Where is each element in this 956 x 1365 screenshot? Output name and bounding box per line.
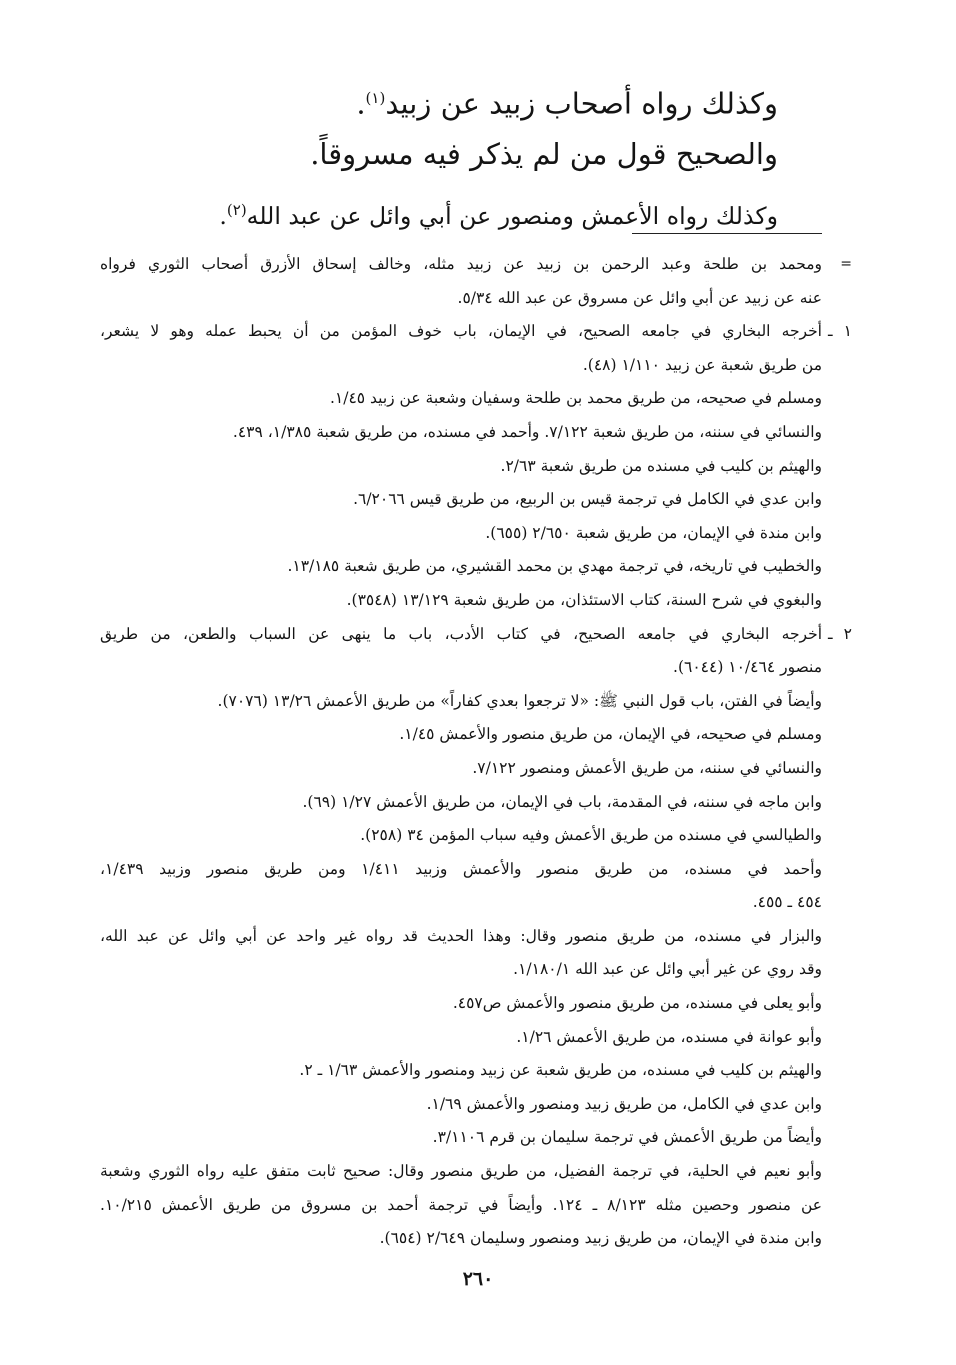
footnote-separator xyxy=(632,233,822,234)
footnote-marker: = xyxy=(840,256,852,272)
footnote-text: وابن مندة في الإيمان، من طريق زبيد ومنصور وسليمان ٢/٦٤٩ (٦٥٤). xyxy=(379,1229,822,1248)
main-line-text: والصحيح قول من لم يذكر فيه مسروقاً. xyxy=(310,137,778,171)
footnote-line xyxy=(100,718,822,752)
footnote-line xyxy=(100,920,822,954)
main-line-text: وكذلك رواه الأعمش ومنصور عن أبي وائل عن عبد الله xyxy=(246,201,778,230)
footnote-line xyxy=(100,953,822,987)
footnote-text: والطيالسي في مسنده من طريق الأعمش وفيه سباب المؤمن ٣٤ (٢٥٨). xyxy=(360,826,822,845)
main-line-end: . xyxy=(219,201,227,230)
footnote-line xyxy=(100,1222,822,1256)
footnote-text: والهيثم بن كليب في مسنده من طريق شعبة ٢/٦٣. xyxy=(500,456,822,475)
footnote-line xyxy=(100,1021,822,1055)
footnote-line xyxy=(100,349,822,383)
footnote-line xyxy=(100,550,822,584)
footnote-text: والخطيب في تاريخه، في ترجمة مهدي بن محمد القشيري، من طريق شعبة ١٣/١٨٥. xyxy=(287,557,822,576)
footnote-text: والبزار في مسنده، من طريق منصور وقال: وهذا الحديث قد رواه غير واحد عن أبي وائل عن عبد الله، xyxy=(100,926,822,945)
footnote-line xyxy=(100,382,822,416)
footnote-line xyxy=(100,584,822,618)
footnote-line xyxy=(100,517,822,551)
footnote-line xyxy=(100,1189,822,1223)
main-text xyxy=(218,70,778,238)
main-line xyxy=(218,70,778,126)
main-line xyxy=(218,126,778,182)
footnote-text: وأبو يعلى في مسنده، من طريق منصور والأعمش ص٤٥٧. xyxy=(452,994,822,1013)
footnote-line xyxy=(100,651,822,685)
footnote-marker: ١ ـ xyxy=(828,322,852,341)
footnote-text: وأيضاً في الفتن، باب قول النبي ﷺ: «لا ترجعوا بعدي كفاراً» من طريق الأعمش ١٣/٢٦ (٧٠٧٦). xyxy=(217,691,822,710)
footnote-text: أخرجه البخاري في جامعه الصحيح، في الإيمان، باب خوف المؤمن من أن يحبط عمله وهو لا يشعر، xyxy=(100,322,822,341)
footnote-line xyxy=(100,1155,822,1189)
footnote-text: ومسلم في صحيحه، في الإيمان، من طريق منصور والأعمش ١/٤٥. xyxy=(399,725,822,744)
footnote-text: وأبو عوانة في مسنده، من طريق الأعمش ١/٢٦. xyxy=(516,1027,822,1046)
footnote-text: منصور ١٠/٤٦٤ (٦٠٤٤). xyxy=(673,658,822,677)
footnote-text: والهيثم بن كليب في مسنده، من طريق شعبة عن زبيد ومنصور والأعمش ١/٦٣ ـ ٢. xyxy=(299,1061,822,1080)
footnote-line xyxy=(100,752,822,786)
footnote-line xyxy=(100,282,822,316)
footnote-text: وأحمد في مسنده، من طريق منصور والأعمش وزبيد ١/٤١١ ومن طريق منصور وزبيد ١/٤٣٩، xyxy=(100,859,822,878)
main-line-end: . xyxy=(356,86,366,121)
footnote-text: والنسائي في سننه، من طريق الأعمش ومنصور ٧/١٢٢. xyxy=(472,758,822,777)
main-line-text: وكذلك رواه أصحاب زبيد عن زبيد xyxy=(385,86,778,121)
footnote-text: والنسائي في سننه، من طريق شعبة ٧/١٢٢. وأحمد في مسنده، من طريق شعبة ١/٣٨٥، ٤٣٩. xyxy=(232,422,822,441)
footnote-marker: ٢ ـ xyxy=(828,624,852,643)
footnote-text: من طريق شعبة عن زبيد ١/١١٠ (٤٨). xyxy=(582,355,822,374)
footnote-line xyxy=(100,416,822,450)
footnote-line xyxy=(100,786,822,820)
footnote-line xyxy=(100,886,822,920)
footnote-text: وقد روي عن غير أبي وائل عن عبد الله ١/١٨٠/١. xyxy=(513,960,822,979)
footnote-text: أخرجه البخاري في جامعه الصحيح، في كتاب الأدب، باب ما ينهى عن السباب والطعن، من طريق xyxy=(100,624,822,643)
footnote-text: وابن مندة في الإيمان، من طريق شعبة ٢/٦٥٠ (٦٥٥). xyxy=(485,523,822,542)
footnote-line xyxy=(100,1088,822,1122)
main-line xyxy=(218,182,778,238)
footnote-line xyxy=(100,819,822,853)
footnote-line xyxy=(100,483,822,517)
footnote-text: وابن عدي في الكامل، من طريق زبيد ومنصور والأعمش ١/٦٩. xyxy=(426,1094,822,1113)
footnote-line xyxy=(100,315,852,349)
footnote-text: وابن عدي في الكامل في ترجمة قيس بن الربيع، من طريق قيس ٦/٢٠٦٦. xyxy=(353,490,822,509)
footnote-text: وأبو نعيم في الحلية، في ترجمة الفضيل، من طريق منصور وقال: صحيح ثابت متفق عليه رواه الثوري وشعبة xyxy=(100,1162,822,1181)
footnote-text: ومسلم في صحيحه، من طريق محمد بن طلحة وسفيان وشعبة عن زبيد ١/٤٥. xyxy=(329,389,822,408)
footnote-line xyxy=(100,450,822,484)
footnote-ref: (٢) xyxy=(226,201,247,219)
footnote-text: عن منصور وحصين مثله ٨/١٢٣ ـ ١٢٤. وأيضاً في ترجمة أحمد بن مسروق من طريق الأعمش ١٠/٢١٥. xyxy=(100,1195,822,1214)
footnote-text: عنه عن زبيد عن أبي وائل عن مسروق عن عبد الله ٥/٣٤. xyxy=(457,288,822,307)
footnote-text: وابن ماجه في سننه، في المقدمة، باب في الإيمان، من طريق الأعمش ١/٢٧ (٦٩). xyxy=(302,792,822,811)
footnote-ref: (١) xyxy=(365,89,386,107)
footnote-line xyxy=(100,685,822,719)
footnote-text: وأيضاً من طريق الأعمش في ترجمة سليمان بن قرم ٣/١١٠٦. xyxy=(432,1128,822,1147)
footnote-line xyxy=(100,618,852,652)
footnote-line xyxy=(100,987,822,1021)
page-number: ٢٦٠ xyxy=(462,1268,494,1290)
footnote-line xyxy=(100,248,852,282)
footnote-text: ٤٥٤ ـ ٤٥٥. xyxy=(752,893,822,912)
footnotes xyxy=(100,248,852,1256)
footnote-line xyxy=(100,1121,822,1155)
footnote-line xyxy=(100,1054,822,1088)
footnote-text: ومحمد بن طلحة وعبد الرحمن بن زبيد عن زبيد مثله، وخالف إسحاق الأزرق أصحاب الثوري فرواه xyxy=(100,255,822,273)
footnote-line xyxy=(100,853,822,887)
footnote-text: والبغوي في شرح السنة، كتاب الاستئذان، من طريق شعبة ١٣/١٢٩ (٣٥٤٨). xyxy=(346,590,822,609)
